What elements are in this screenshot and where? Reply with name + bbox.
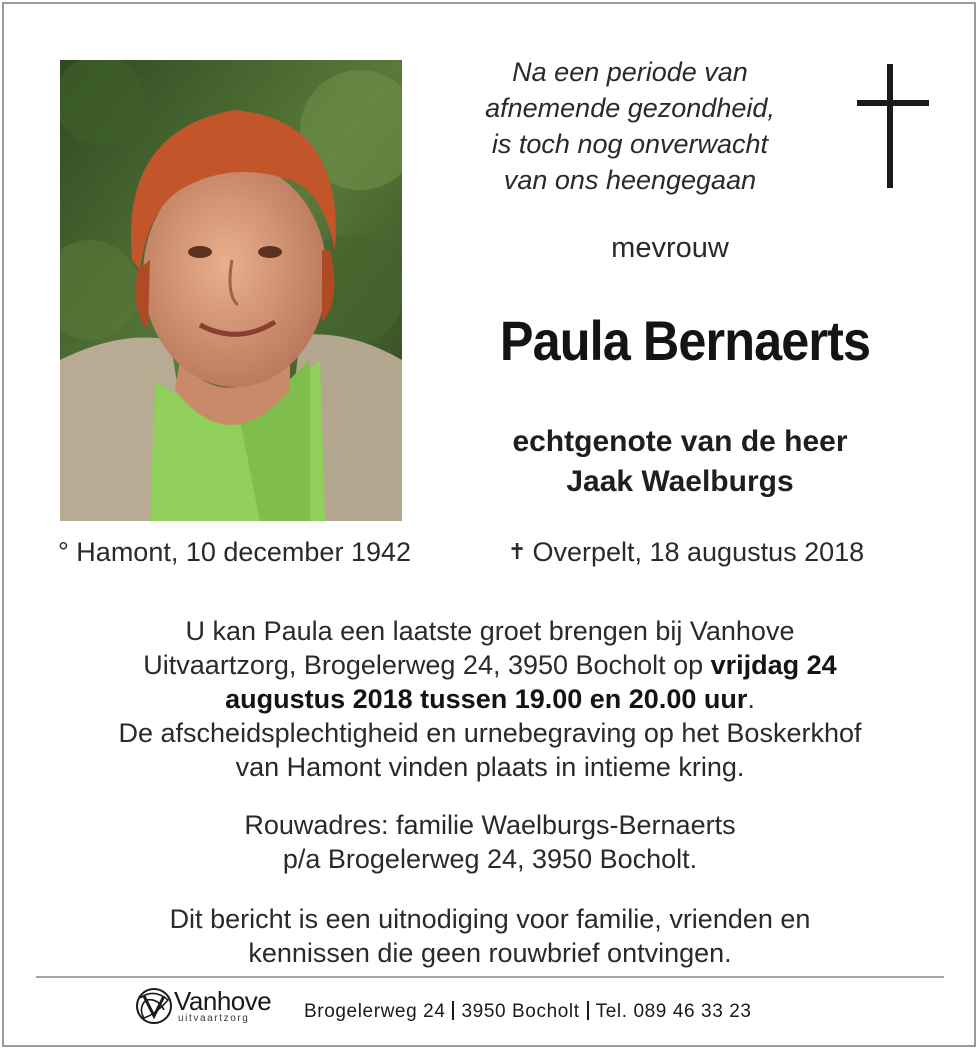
paragraph-line bbox=[40, 648, 940, 682]
salutation: mevrouw bbox=[611, 232, 729, 264]
death-info bbox=[508, 537, 864, 568]
vanhove-emblem-icon bbox=[134, 984, 176, 1028]
footer-street: Brogelerweg 24 bbox=[304, 1001, 446, 1022]
footer-contact bbox=[304, 1001, 752, 1023]
paragraph-line: U kan Paula een laatste groet brengen bij Vanhove bbox=[185, 616, 795, 646]
visitation-paragraph bbox=[40, 614, 940, 784]
address-paragraph bbox=[40, 808, 940, 876]
intro-line: afnemende gezondheid, bbox=[485, 93, 775, 123]
paragraph-line: Rouwadres: familie Waelburgs-Bernaerts bbox=[244, 810, 736, 840]
footer-separator bbox=[452, 1001, 454, 1020]
logo-name: Vanhove bbox=[174, 986, 272, 1016]
intro-line: is toch nog onverwacht bbox=[491, 129, 769, 159]
death-text: Overpelt, 18 augustus 2018 bbox=[532, 537, 865, 567]
footer-separator bbox=[587, 1001, 589, 1020]
paragraph-line: De afscheidsplechtigheid en urnebegraving op het Boskerkhof bbox=[118, 718, 862, 748]
footer-divider bbox=[36, 976, 944, 978]
small-cross-icon: ✝ bbox=[508, 539, 527, 564]
footer-phone: Tel. 089 46 33 23 bbox=[595, 1001, 752, 1022]
vanhove-logo bbox=[134, 984, 294, 1028]
intro-text bbox=[430, 54, 830, 198]
intro-line: Na een periode van bbox=[512, 57, 748, 87]
paragraph-line: p/a Brogelerweg 24, 3950 Bocholt. bbox=[282, 844, 698, 874]
paragraph-line: Dit bericht is een uitnodiging voor familie, vrienden en bbox=[169, 904, 811, 934]
paragraph-line bbox=[40, 682, 940, 716]
spouse-line: echtgenote van de heer bbox=[512, 425, 848, 458]
intro-line: van ons heengegaan bbox=[503, 165, 757, 195]
paragraph-line: van Hamont vinden plaats in intieme kring. bbox=[235, 752, 745, 782]
cross-icon bbox=[852, 62, 932, 192]
birth-info: ° Hamont, 10 december 1942 bbox=[58, 537, 412, 567]
spouse-name: Jaak Waelburgs bbox=[566, 465, 794, 498]
paragraph-text: Uitvaartzorg, Brogelerweg 24, 3950 Bocholt op bbox=[143, 650, 711, 680]
paragraph-bold: augustus 2018 tussen 19.00 en 20.00 uur bbox=[225, 684, 748, 714]
footer-city: 3950 Bocholt bbox=[461, 1001, 580, 1022]
paragraph-text: . bbox=[747, 684, 755, 714]
logo-subtitle: uitvaartzorg bbox=[178, 1013, 250, 1024]
paragraph-bold: vrijdag 24 bbox=[710, 650, 837, 680]
deceased-name: Paula Bernaerts bbox=[499, 309, 871, 372]
portrait-photo bbox=[60, 60, 402, 521]
invitation-paragraph bbox=[40, 902, 940, 970]
spouse-block bbox=[430, 422, 930, 502]
paragraph-line: kennissen die geen rouwbrief ontvingen. bbox=[248, 938, 732, 968]
